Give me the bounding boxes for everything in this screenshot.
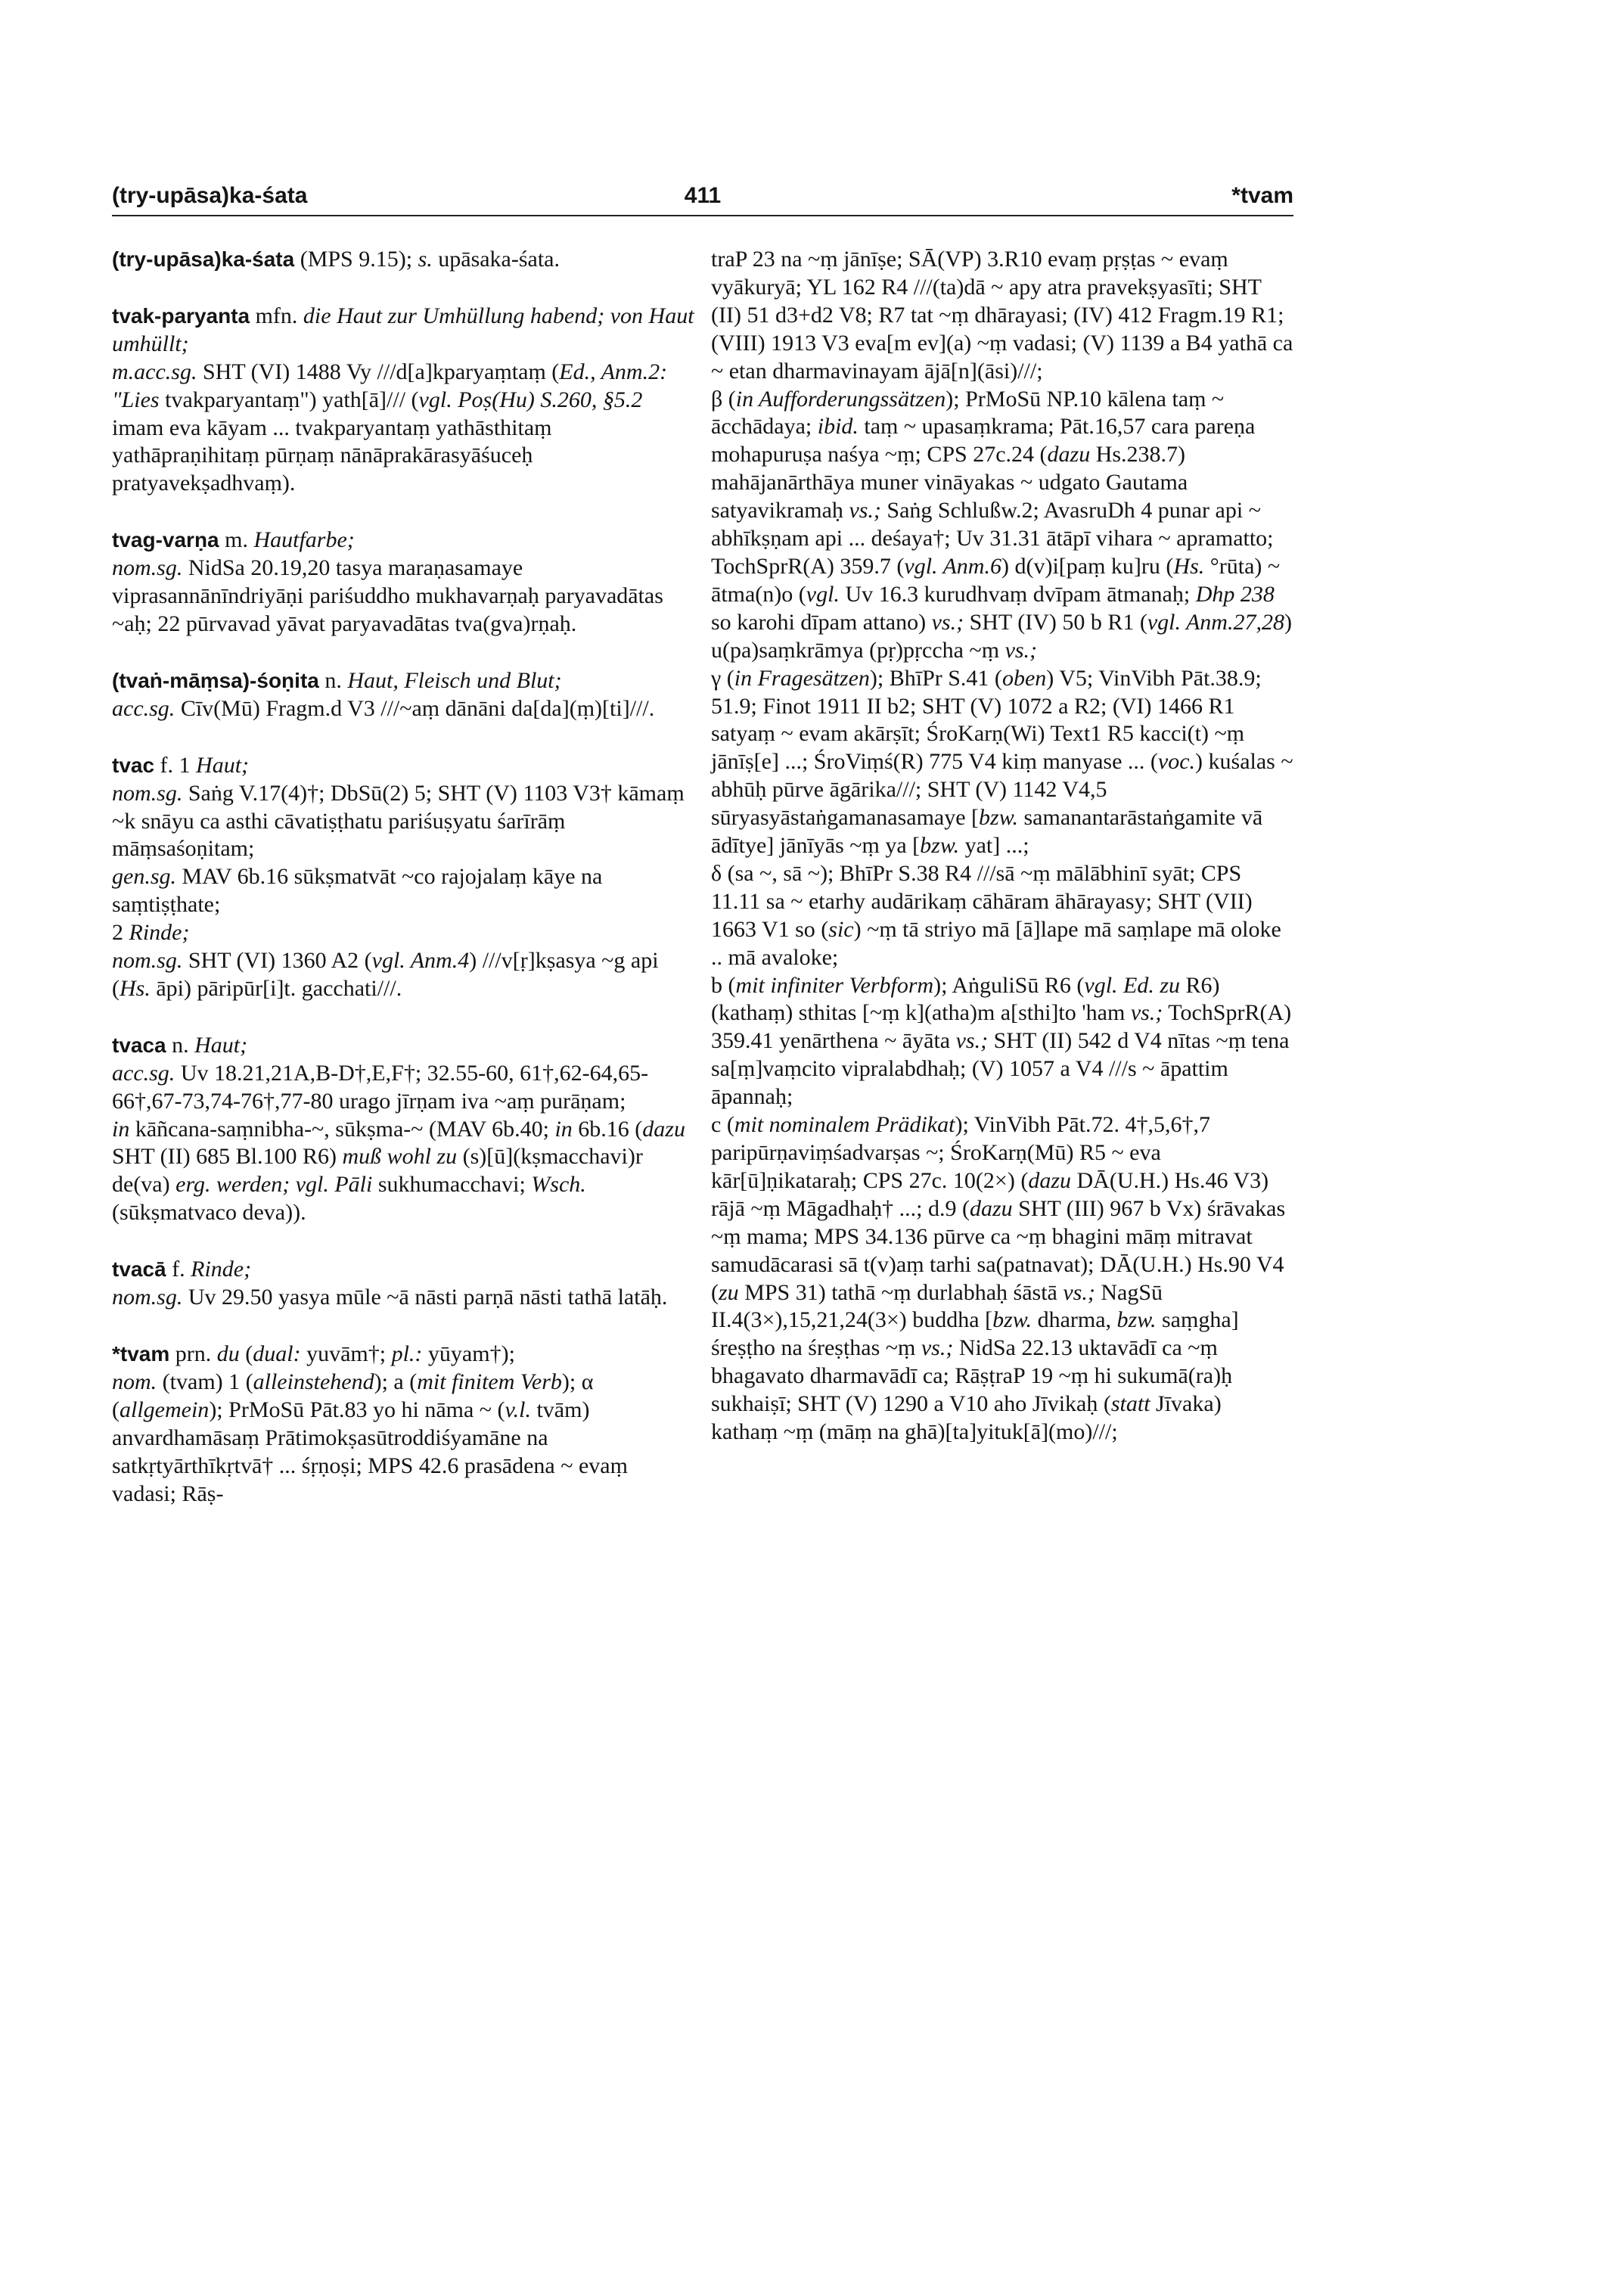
entry-text: SHT (II) 685 Bl.100 R6) bbox=[112, 1144, 343, 1170]
italic-annotation: vs.; bbox=[921, 1335, 954, 1361]
entry-text: saṃgha] śreṣṭho na śreṣṭhas ~ṃ bbox=[711, 1307, 1239, 1361]
entry-text: Uv 29.50 yasya mūle ~ā nāsti parṇā nāsti tathā latāḥ. bbox=[182, 1285, 668, 1310]
entry-text: Jīvaka) kathaṃ ~ṃ (māṃ na ghā)[ta]yituk[ā](mo)///; bbox=[711, 1391, 1222, 1445]
italic-annotation: nom.sg. bbox=[112, 555, 183, 581]
entry-text: °rūta) ~ ātma(n)o ( bbox=[711, 553, 1281, 607]
entry-text: SHT (VI) 1488 Vy ///d[a]kparyaṃtaṃ ( bbox=[197, 359, 560, 384]
entry-text: ) d(v)i[paṃ ku]ru ( bbox=[1001, 553, 1174, 579]
entry-text: ); PrMoSū NP.10 kālena taṃ ~ ācchādaya; bbox=[711, 386, 1225, 440]
italic-annotation: vgl. Anm.4 bbox=[371, 948, 470, 974]
entry-text: ); α ( bbox=[112, 1369, 594, 1422]
italic-annotation: dazu bbox=[642, 1116, 685, 1142]
right-column bbox=[711, 246, 1293, 1446]
entry-headword-line bbox=[112, 1032, 694, 1060]
entry-paragraph bbox=[112, 780, 694, 864]
entry-paragraph bbox=[112, 1369, 694, 1509]
entry-text: upāsaka-śata. bbox=[432, 247, 560, 272]
entry-paragraph bbox=[711, 665, 1293, 860]
entry-text: MPS 31) tathā ~ṃ durlabhaḥ śāstā bbox=[738, 1279, 1064, 1305]
entry-text: c ( bbox=[711, 1112, 734, 1138]
entry-text: DĀ(U.H.) Hs.46 V3) rājā ~ṃ Māgadhaḥ† ...; d.9 ( bbox=[711, 1167, 1269, 1221]
entry-text: ) ~ṃ tā striyo mā [ā]lape mā saṃlape mā oloke .. mā avaloke; bbox=[711, 916, 1281, 970]
italic-annotation: vgl. Anm.6 bbox=[904, 553, 1001, 579]
entry-paragraph bbox=[112, 1060, 694, 1116]
italic-annotation: vs.; bbox=[849, 498, 881, 524]
entry-paragraph bbox=[112, 919, 694, 947]
entry-text: kāñcana-saṃnibha-~, sūkṣma-~ (MAV 6b.40; bbox=[129, 1116, 555, 1142]
italic-annotation: bzw. bbox=[1116, 1307, 1157, 1333]
entry-text: SHT (IV) 50 b R1 ( bbox=[964, 609, 1147, 635]
entry-text: SHT (II) 542 d V4 nītas ~ṃ tena sa[ṃ]vaṃcito vipralabdhaḥ; (V) 1057 a V4 ///s ~ āpattim āpannaḥ; bbox=[711, 1028, 1290, 1110]
header-right-entry: *tvam bbox=[1231, 183, 1293, 208]
entry-text: ) V5; VinVibh Pāt.38.9; 51.9; Finot 1911 II b2; SHT (V) 1072 a R2; (VI) 1466 R1 satyaṃ ~ evam akārṣīt; ŚroKarṇ(Wi) Text1 R5 kacci(t) ~ṃ jānīṣ[e] ...; ŚroViṃś(R) 775 V4 kiṃ manyase ... ( bbox=[711, 665, 1262, 775]
italic-annotation: du bbox=[216, 1341, 240, 1366]
italic-annotation: dazu bbox=[1047, 442, 1091, 468]
entry-text: m. bbox=[219, 527, 254, 553]
italic-annotation: acc.sg. bbox=[112, 695, 175, 721]
italic-annotation: Hs. bbox=[120, 975, 151, 1001]
entry-paragraph bbox=[711, 386, 1293, 665]
entry-headword-line bbox=[112, 527, 694, 555]
italic-annotation: die Haut zur Umhüllung habend; von Haut umhüllt; bbox=[112, 303, 694, 356]
entry-text: āpi) pāripūr[i]t. gacchati///. bbox=[150, 975, 402, 1001]
entry-paragraph bbox=[112, 1116, 694, 1228]
entry-text: SHT (VI) 1360 A2 ( bbox=[182, 948, 372, 974]
italic-annotation: Dhp 238 bbox=[1195, 581, 1275, 607]
headword: (try-upāsa)ka-śata bbox=[112, 247, 295, 271]
entry-text: Saṅg Schlußw.2; AvasruDh 4 punar api ~ abhīkṣṇam api ... deśaya†; Uv 31.31 ātāpī vihara ~ apramatto; TochSprR(A) 359.7 ( bbox=[711, 498, 1274, 579]
entry-text: Uv 16.3 kurudhvaṃ dvīpam ātmanaḥ; bbox=[839, 581, 1196, 607]
entry-headword-line bbox=[112, 1256, 694, 1284]
entry-text: δ (sa ~, sā ~); BhīPr S.38 R4 ///sā ~ṃ mālābhinī syāt; CPS 11.11 sa ~ etarhy audārikaṃ cāhāram āhārayasy; SHT (VII) 1663 V1 so ( bbox=[711, 860, 1253, 942]
entry-text: ) ///v[ṛ]kṣasya ~g api ( bbox=[112, 948, 659, 1001]
entry-text: ( bbox=[239, 1341, 253, 1366]
entry-text: f. bbox=[166, 1257, 191, 1282]
italic-annotation: Haut, Fleisch und Blut; bbox=[347, 667, 562, 693]
entry-text: prn. bbox=[169, 1341, 217, 1366]
entry-text: ); BhīPr S.41 ( bbox=[869, 665, 1002, 691]
italic-annotation: bzw. bbox=[992, 1307, 1032, 1333]
entry-text: Cīv(Mū) Fragm.d V3 ///~aṃ dānāni da[da](ṃ)[ti]///. bbox=[175, 695, 655, 721]
italic-annotation: ibid. bbox=[817, 414, 859, 440]
italic-annotation: gen.sg. bbox=[112, 864, 176, 890]
entry-text: γ ( bbox=[711, 665, 734, 691]
italic-annotation: in Aufforderungssätzen bbox=[735, 386, 946, 412]
headword: tvacā bbox=[112, 1257, 166, 1282]
italic-annotation: vgl. Ed. zu bbox=[1084, 972, 1181, 998]
entry-text: yūyam†); bbox=[422, 1341, 515, 1366]
headword: *tvam bbox=[112, 1342, 170, 1366]
italic-annotation: pl.: bbox=[391, 1341, 423, 1366]
header-left-entry: (try-upāsa)ka-śata bbox=[112, 183, 308, 208]
italic-annotation: voc. bbox=[1157, 749, 1196, 775]
entry-headword-line bbox=[112, 752, 694, 780]
entry-text: traP 23 na ~ṃ jānīṣe; SĀ(VP) 3.R10 evaṃ pṛṣṭas ~ evaṃ vyākuryā; YL 162 R4 ///(ta)dā ~ apy atra pravekṣyasīti; SHT (II) 51 d3+d2 V8; R7 tat ~ṃ dhārayasi; (IV) 412 Fragm.19 R1; (VIII) 1913 V3 eva[m ev](a) ~ṃ vadasi; (V) 1139 a B4 yathā ca ~ etan dharmavinayam ājā[n](āsi)///; bbox=[711, 247, 1293, 384]
headword: (tvaṅ-māṃsa)-śoṇita bbox=[112, 668, 319, 692]
entry-headword-line bbox=[112, 667, 694, 695]
entry-text: TochSprR(A) 359.41 yenārthena ~ āyāta bbox=[711, 1000, 1292, 1054]
italic-annotation: Rinde; bbox=[191, 1257, 252, 1282]
italic-annotation: acc.sg. bbox=[112, 1060, 175, 1086]
italic-annotation: zu bbox=[719, 1279, 739, 1305]
italic-annotation: Wsch. bbox=[531, 1172, 586, 1198]
italic-annotation: mit infiniter Verbform bbox=[735, 972, 934, 998]
entry-text: so karohi dīpam attano) bbox=[711, 609, 932, 635]
entry-paragraph bbox=[711, 860, 1293, 972]
italic-annotation: nom.sg. bbox=[112, 1285, 183, 1310]
italic-annotation: Haut; bbox=[194, 1032, 248, 1058]
entry-text: ); VinVibh Pāt.72. 4†,5,6†,7 paripūrṇaviṃśadvarṣas ~; ŚroKarṇ(Mū) R5 ~ eva kār[ū]ṇikataraḥ; CPS 27c. 10(2×) ( bbox=[711, 1112, 1210, 1193]
italic-annotation: vs.; bbox=[1005, 637, 1038, 663]
italic-annotation: mit finitem Verb bbox=[417, 1369, 562, 1394]
italic-annotation: v.l. bbox=[505, 1397, 531, 1422]
entry-paragraph bbox=[112, 555, 694, 639]
entry-text: tvakparyantaṃ") yath[ā]/// ( bbox=[159, 387, 419, 412]
entry-text: n. bbox=[166, 1032, 195, 1058]
italic-annotation: Rinde; bbox=[129, 920, 190, 946]
italic-annotation: Hautfarbe; bbox=[253, 527, 355, 553]
entry-text: R6) (kathaṃ) sthitas [~ṃ k](atha)m a[sthi]to 'ham bbox=[711, 972, 1220, 1026]
italic-annotation: Haut; bbox=[196, 752, 250, 778]
italic-annotation: erg. werden; vgl. Pāli bbox=[175, 1172, 373, 1198]
italic-annotation: vs.; bbox=[931, 609, 964, 635]
italic-annotation: muß wohl zu bbox=[342, 1144, 458, 1170]
entry-paragraph bbox=[711, 972, 1293, 1112]
entry-text: (MPS 9.15); bbox=[294, 247, 418, 272]
entry-text: NagSū II.4(3×),15,21,24(3×) buddha [ bbox=[711, 1279, 1163, 1333]
italic-annotation: in bbox=[554, 1116, 573, 1142]
entry-text: taṃ ~ upasaṃkrama; Pāt.16,57 cara pareṇa mohapuruṣa naśya ~ṃ; CPS 27c.24 ( bbox=[711, 414, 1256, 468]
italic-annotation: bzw. bbox=[979, 805, 1018, 831]
italic-annotation: allgemein bbox=[120, 1397, 210, 1422]
headword: tvac bbox=[112, 753, 155, 777]
entry-headword-line bbox=[112, 246, 694, 274]
italic-annotation: oben bbox=[1001, 665, 1047, 691]
italic-annotation: nom. bbox=[112, 1369, 157, 1394]
entry-paragraph bbox=[112, 1284, 694, 1312]
italic-annotation: m.acc.sg. bbox=[112, 359, 197, 384]
entry-text: tvām) anvardhamāsaṃ Prātimokṣasūtroddiśyamāne na satkṛtyārthīkṛtvā† ... śṛṇoṣi; MPS 42.6 prasādena ~ evaṃ vadasi; Rāṣ- bbox=[112, 1397, 628, 1506]
entry-text: 2 bbox=[112, 920, 129, 946]
entry-text: b ( bbox=[711, 972, 736, 998]
italic-annotation: nom.sg. bbox=[112, 948, 183, 974]
italic-annotation: vs.; bbox=[955, 1028, 989, 1054]
entry-paragraph bbox=[112, 695, 694, 723]
entry-text: Saṅg V.17(4)†; DbSū(2) 5; SHT (V) 1103 V3† kāmaṃ ~k snāyu ca asthi cāvatiṣṭhatu pariśuṣyatu śarīrāṃ māṃsaśoṇitam; bbox=[112, 780, 685, 862]
entry-text: β ( bbox=[711, 386, 736, 412]
italic-annotation: Ed., Anm.2: "Lies bbox=[112, 359, 668, 412]
entry-text: ) kuśalas ~ abhūḥ pūrve āgārika///; SHT (V) 1142 V4,5 sūryasyāstaṅgamanasamaye [ bbox=[711, 749, 1293, 831]
italic-annotation: dazu bbox=[969, 1195, 1013, 1221]
italic-annotation: in Fragesätzen bbox=[734, 665, 870, 691]
entry-text: ) u(pa)saṃkrāmya (pṛ)pṛccha ~ṃ bbox=[711, 609, 1292, 663]
italic-annotation: sic bbox=[828, 916, 854, 942]
entry-text: NidSa 20.19,20 tasya maraṇasamaye viprasannānīndriyāṇi pariśuddho mukhavarṇaḥ paryavadātas ~aḥ; 22 pūrvavad yāvat paryavadātas tva(gva)rṇaḥ. bbox=[112, 555, 663, 636]
page-number: 411 bbox=[684, 183, 722, 208]
italic-annotation: alleinstehend bbox=[253, 1369, 374, 1394]
italic-annotation: s. bbox=[418, 247, 433, 272]
italic-annotation: vs.; bbox=[1063, 1279, 1095, 1305]
italic-annotation: dazu bbox=[1028, 1167, 1071, 1193]
entry-text: dharma, bbox=[1032, 1307, 1117, 1333]
entry-text: yuvām†; bbox=[300, 1341, 392, 1366]
entry-headword-line bbox=[112, 303, 694, 359]
entry-text: ); PrMoSū Pāt.83 yo hi nāma ~ ( bbox=[209, 1397, 505, 1422]
italic-annotation: in bbox=[112, 1116, 130, 1142]
italic-annotation: vgl. Poṣ(Hu) S.260, §5.2 bbox=[418, 387, 643, 412]
entry-paragraph bbox=[711, 1111, 1293, 1446]
entry-text: ); AṅguliSū R6 ( bbox=[933, 972, 1085, 998]
entry-text: ); a ( bbox=[374, 1369, 418, 1394]
italic-annotation: mit nominalem Prädikat bbox=[734, 1112, 955, 1138]
italic-annotation: nom.sg. bbox=[112, 780, 183, 806]
entry-text: mfn. bbox=[250, 303, 303, 328]
headword: tvaca bbox=[112, 1033, 166, 1057]
headword: tvak-paryanta bbox=[112, 303, 250, 328]
italic-annotation: vgl. bbox=[806, 581, 840, 607]
entry-paragraph bbox=[112, 359, 694, 499]
entry-headword-line bbox=[112, 1341, 694, 1369]
italic-annotation: Hs. bbox=[1173, 553, 1205, 579]
entry-text: n. bbox=[318, 667, 348, 693]
italic-annotation: vgl. Anm.27,28 bbox=[1147, 609, 1284, 635]
left-column bbox=[112, 246, 694, 1508]
entry-text: (tvam) 1 ( bbox=[157, 1369, 253, 1394]
italic-annotation: bzw. bbox=[920, 833, 960, 859]
entry-text: f. 1 bbox=[154, 752, 197, 778]
italic-annotation: vs.; bbox=[1130, 1000, 1163, 1026]
entry-text: MAV 6b.16 sūkṣmatvāt ~co rajojalaṃ kāye na saṃtiṣṭhate; bbox=[112, 864, 603, 918]
entry-text: Uv 18.21,21A,B-D†,E,F†; 32.55-60, 61†,62-64,65-66†,67-73,74-76†,77-80 urago jīrṇam iva ~aṃ purāṇam; bbox=[112, 1060, 649, 1114]
entry-text: Hs.238.7) mahājanārthāya muner vināyakas ~ udgato Gautama satyavikramaḥ bbox=[711, 442, 1188, 524]
entry-text: samanantarāstaṅgamite vā ādītye] jānīyās ~ṃ ya [ bbox=[711, 805, 1263, 859]
running-header bbox=[112, 176, 1293, 216]
entry-text: NidSa 22.13 uktavādī ca ~ṃ bhagavato dharmavādī ca; RāṣṭraP 19 ~ṃ hi sukumā(ra)ḥ sukhaiṣī; SHT (V) 1290 a V10 aho Jīvikaḥ ( bbox=[711, 1335, 1233, 1417]
entry-paragraph bbox=[112, 947, 694, 1003]
entry-paragraph bbox=[112, 863, 694, 919]
entry-text: sukhumacchavi; bbox=[372, 1172, 532, 1198]
headword: tvag-varṇa bbox=[112, 528, 219, 552]
entry-text: yat] ...; bbox=[959, 833, 1029, 859]
entry-text: 6b.16 ( bbox=[572, 1116, 643, 1142]
italic-annotation: dual: bbox=[253, 1341, 301, 1366]
entry-paragraph bbox=[711, 246, 1293, 386]
entry-text: SHT (III) 967 b Vx) śrāvakas ~ṃ mama; MPS 34.136 pūrve ca ~ṃ bhagini māṃ mitravat samudācarasi sā t(v)aṃ tarhi sa(patnavat); DĀ(U.H.) Hs.90 V4 ( bbox=[711, 1195, 1286, 1305]
italic-annotation: statt bbox=[1110, 1391, 1150, 1417]
entry-text: (sūkṣmatvaco deva)). bbox=[112, 1200, 306, 1226]
entry-text: imam eva kāyam ... tvakparyantaṃ yathāsthitaṃ yathāpraṇihitaṃ pūrṇaṃ nānāprakārasyāśuceḥ pratyavekṣadhvaṃ). bbox=[112, 415, 552, 496]
entry-text: (s)[ū](kṣmacchavi)r de(va) bbox=[112, 1144, 643, 1198]
